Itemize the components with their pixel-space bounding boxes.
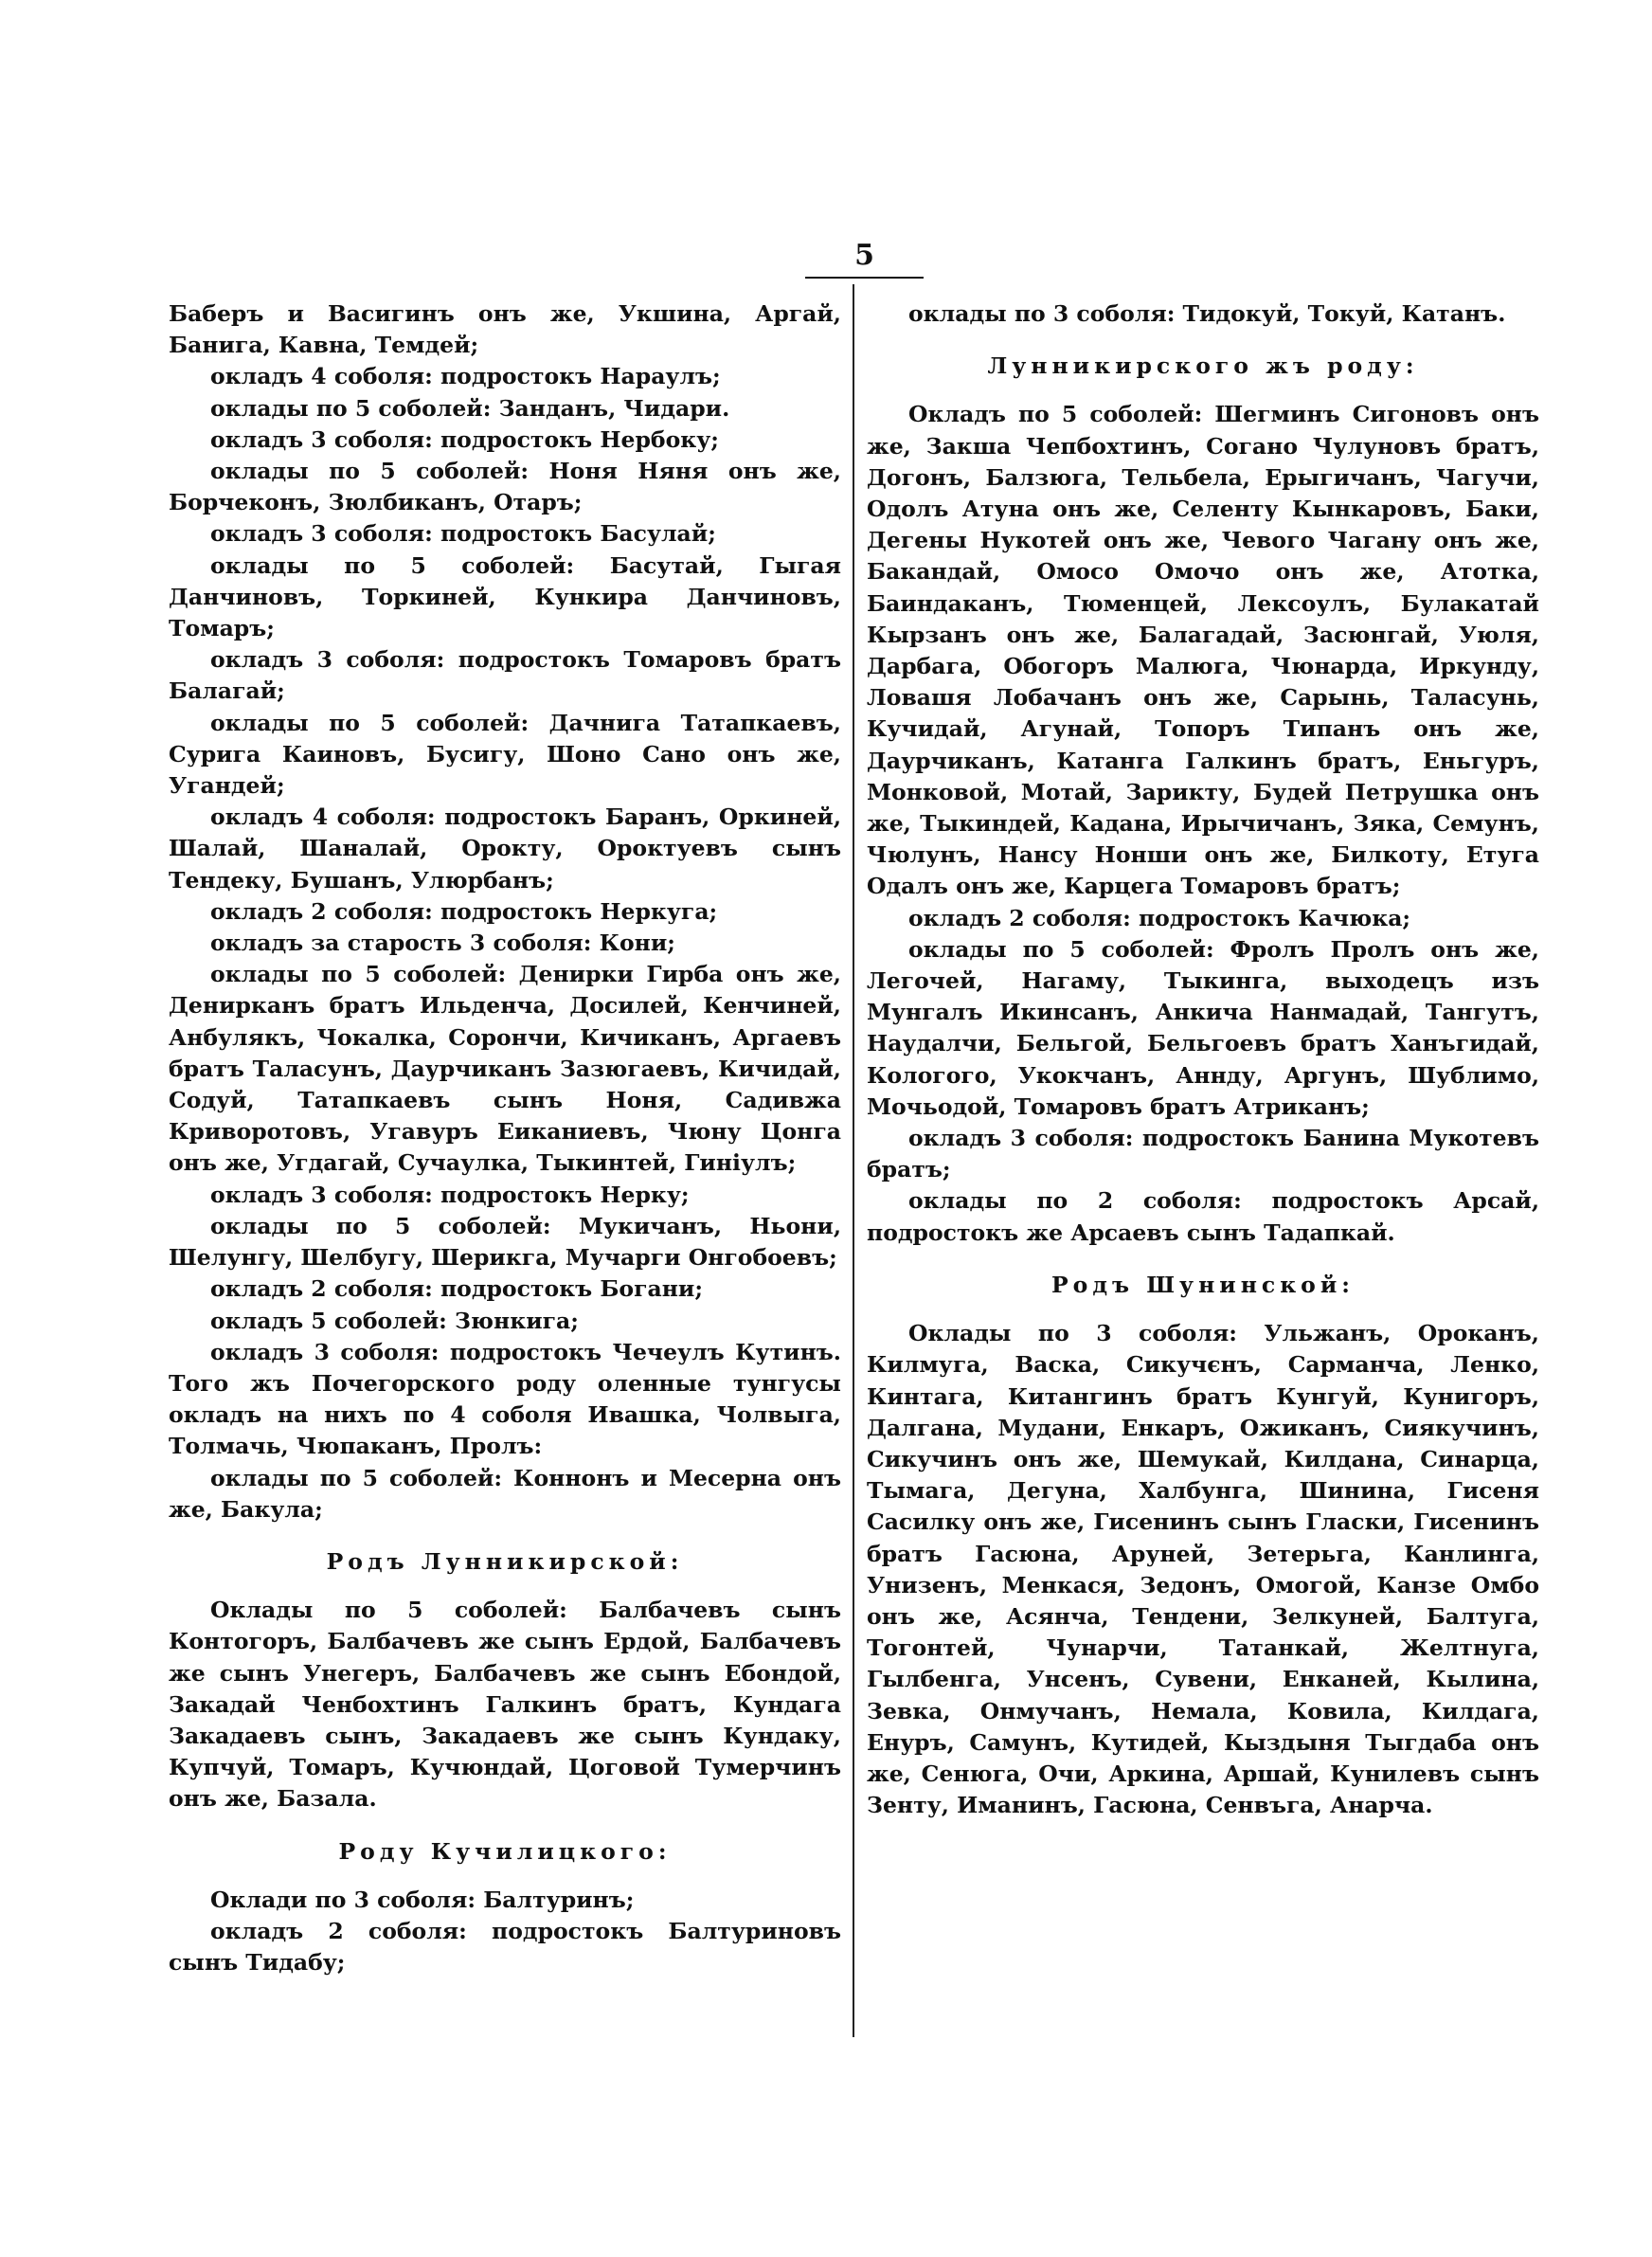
paragraph: оклады по 5 соболей: Фролъ Пролъ онъ же, Легочей, Нагаму, Тыкинга, выходецъ изъ Мунгалъ Икинсанъ, Анкича Нанмадай, Тангутъ, Наудалчи, Бельгой, Бельгоевъ братъ Ханъгидай, Кологого, Укокчанъ, Аннду, Аргунъ, Шублимо, Мочьодой, Томаровъ братъ Атриканъ;	[867, 935, 1539, 1120]
paragraph: Оклады по 3 соболя: Ульжанъ, Ороканъ, Килмуга, Васка, Сикучєнъ, Сарманча, Ленко, Кинтага, Китангинъ братъ Кунгуй, Кунигоръ, Далгана, Мудани, Енкаръ, Ожиканъ, Сиякучинъ, Сикучинъ онъ же, Шемукай, Килдана, Синарца, Тымага, Дегуна, Халбунга, Шинина, Гисеня Сасилку онъ же, Гисенинъ сынъ Гласки, Гисенинъ братъ Гасюна, Аруней, Зетерьга, Канлинга, Унизенъ, Менкася, Зедонъ, Омогой, Канзе Омбо онъ же, Асянча, Тендени, Зелкуней, Балтуга, Тогонтей, Чунарчи, Татанкай, Желтнуга, Гылбенга, Унсенъ, Сувени, Енканей, Кылина, Зевка, Онмучанъ, Немала, Ковила, Килдага, Енуръ, Самунъ, Кутидей, Кыздыня Тыгдаба онъ же, Сенюга, Очи, Аркина, Аршай, Кунилевъ сынъ Зенту, Иманинъ, Гасюна, Сенвъга, Анарча.	[867, 1320, 1539, 1819]
paragraph: Оклади по 3 соболя: Балтуринъ;	[210, 1886, 635, 1913]
paragraph: окладъ 3 соболя: подростокъ Нерку;	[210, 1181, 690, 1208]
paragraph: оклады по 5 соболей: Коннонъ и Месерна онъ же, Бакула;	[169, 1464, 841, 1523]
paragraph: оклады по 3 соболя: Тидокуй, Токуй, Катанъ.	[908, 300, 1506, 327]
section-heading: Роду Кучилицкого:	[338, 1837, 672, 1865]
column-divider	[853, 284, 854, 2037]
paragraph: окладъ 3 соболя: подростокъ Томаровъ братъ Балагай;	[169, 646, 841, 705]
paragraph: окладъ 5 соболей: Зюнкига;	[210, 1307, 579, 1334]
section-heading: Лунникирского жъ роду:	[987, 352, 1419, 380]
paragraph: оклады по 5 соболей: Денирки Гирба онъ же, Денирканъ братъ Ильденча, Досилей, Кенчиней, Анбулякъ, Чокалка, Сорончи, Кичиканъ, Аргаевъ братъ Таласунъ, Даурчиканъ Зазюгаевъ, Кичидай, Содуй, Татапкаевъ сынъ Ноня, Садивжа Криворотовъ, Угавуръ Еиканиевъ, Чюну Цонга онъ же, Угдагай, Сучаулка, Тыкинтей, Гиніулъ;	[169, 961, 841, 1177]
paragraph: Окладъ по 5 соболей: Шегминъ Сигоновъ онъ же, Закша Чепбохтинъ, Согано Чулуновъ братъ, Догонъ, Балзюга, Тельбела, Ерыгичанъ, Чагучи, Одолъ Атуна онъ же, Селенту Кынкаровъ, Баки, Дегены Нукотей онъ же, Чевого Чагану онъ же, Бакандай, Омосо Омочо онъ же, Атотка, Баиндаканъ, Тюменцей, Лексоулъ, Булакатай Кырзанъ онъ же, Балагадай, Засюнгай, Уюля, Дарбага, Обогоръ Малюга, Чюнарда, Иркунду, Ловашя Лобачанъ онъ же, Сарынь, Таласунь, Кучидай, Агунай, Топоръ Типанъ онъ же, Даурчиканъ, Катанга Галкинъ братъ, Еньгуръ, Монковой, Мотай, Зарикту, Будей Петрушка онъ же, Тыкиндей, Кадана, Ирычичанъ, Зяка, Семунъ, Чюлунъ, Нансу Нонши онъ же, Билкоту, Етуга Одалъ онъ же, Карцега Томаровъ братъ;	[867, 401, 1539, 900]
page-number-rule	[805, 277, 924, 279]
paragraph: окладъ 3 соболя: подростокъ Басулай;	[210, 520, 716, 548]
left-column	[169, 298, 841, 1978]
paragraph: оклады по 2 соболя: подростокъ Арсай, подростокъ же Арсаевъ сынъ Тадапкай.	[867, 1187, 1539, 1246]
paragraph: окладъ 3 соболя: подростокъ Нербоку;	[210, 425, 719, 453]
paragraph: окладъ 3 соболя: подростокъ Банина Мукотевъ братъ;	[867, 1125, 1539, 1183]
paragraph: оклады по 5 соболей: Басутай, Гыгая Данчиновъ, Торкиней, Кункира Данчиновъ, Томаръ;	[169, 551, 841, 642]
paragraph: окладъ за старость 3 соболя: Кони;	[210, 930, 675, 957]
paragraph: оклады по 5 соболей: Занданъ, Чидари.	[210, 394, 730, 422]
paragraph: окладъ 2 соболя: подростокъ Богани;	[210, 1275, 704, 1303]
section-heading: Родъ Шунинской:	[1051, 1271, 1355, 1298]
paragraph: окладъ 4 соболя: подростокъ Баранъ, Оркиней, Шалай, Шаналай, Орокту, Ороктуевъ сынъ Тендеку, Бушанъ, Улюрбанъ;	[169, 803, 841, 894]
right-column	[867, 298, 1539, 1821]
paragraph: окладъ 4 соболя: подростокъ Нараулъ;	[210, 363, 721, 390]
paragraph: Оклады по 5 соболей: Балбачевъ сынъ Контогоръ, Балбачевъ же сынъ Ердой, Балбачевъ же сынъ Унегеръ, Балбачевъ же сынъ Ебондой, Закадай Ченбохтинъ Галкинъ братъ, Кундага Закадаевъ сынъ, Закадаевъ же сынъ Кундаку, Купчуй, Томаръ, Кучюндай, Цоговой Тумерчинъ онъ же, Базала.	[169, 1597, 841, 1813]
section-heading: Родъ Лунникирской:	[326, 1547, 684, 1575]
page-number: 5	[854, 239, 874, 272]
paragraph: окладъ 3 соболя: подростокъ Чечеулъ Кутинъ. Того жъ Почегорского роду оленные тунгусы окладъ на нихъ по 4 соболя Ивашка, Чолвыга, Толмачь, Чюпаканъ, Пролъ:	[169, 1338, 841, 1460]
paragraph: окладъ 2 соболя: подростокъ Балтуриновъ сынъ Тидабу;	[169, 1917, 841, 1977]
paragraph: оклады по 5 соболей: Мукичанъ, Ньони, Шелунгу, Шелбугу, Шерикга, Мучарги Онгобоевъ;	[169, 1212, 841, 1272]
paragraph: оклады по 5 соболей: Дачнига Татапкаевъ, Сурига Каиновъ, Бусигу, Шоно Сано онъ же, Угандей;	[169, 709, 841, 800]
paragraph: окладъ 2 соболя: подростокъ Качюка;	[908, 904, 1411, 931]
paragraph: Баберъ и Васигинъ онъ же, Укшина, Аргай, Банига, Кавна, Темдей;	[169, 300, 841, 359]
paragraph: оклады по 5 соболей: Ноня Няня онъ же, Борчеконъ, Зюлбиканъ, Отаръ;	[169, 458, 841, 516]
paragraph: окладъ 2 соболя: подростокъ Неркуга;	[210, 897, 718, 925]
